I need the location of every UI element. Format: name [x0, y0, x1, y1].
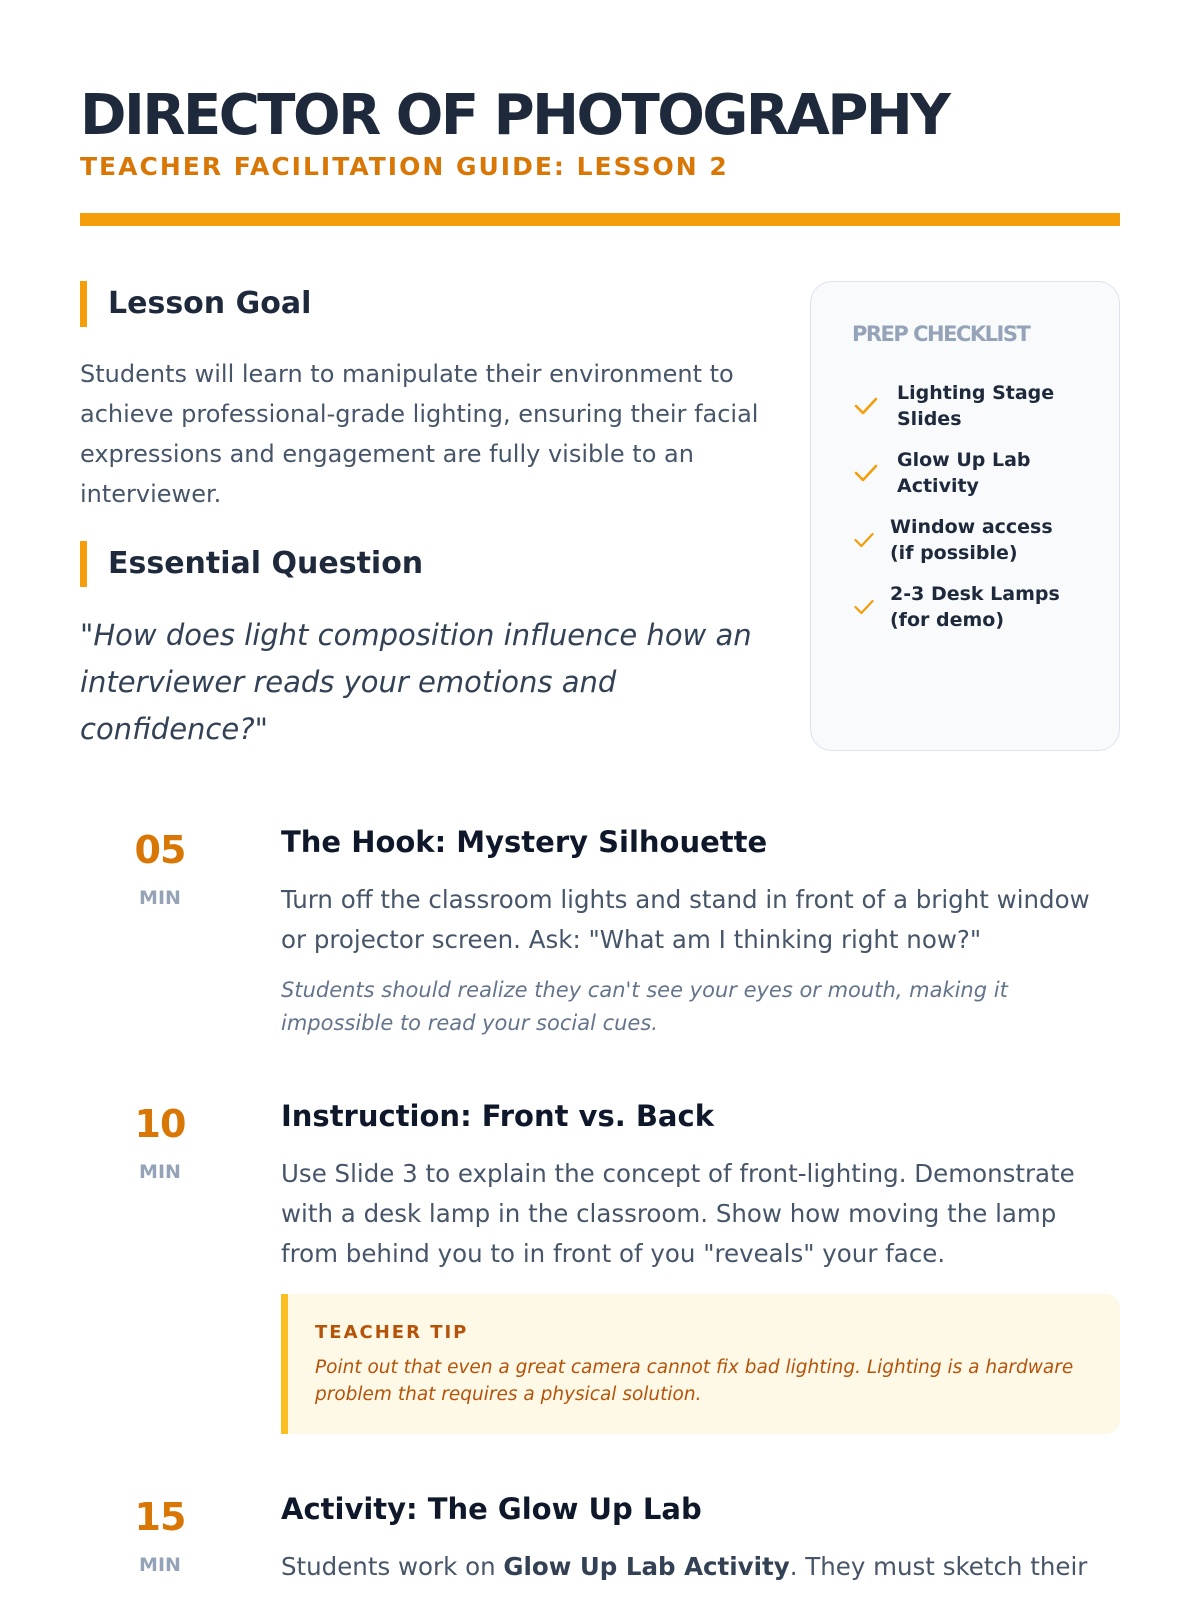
activity-title: Activity: The Glow Up Lab [281, 1492, 702, 1526]
checkmark-icon [852, 392, 880, 420]
duration-minutes: 05 [134, 828, 186, 872]
activity-description: Use Slide 3 to explain the concept of front-lighting. Demonstrate with a desk lamp in the classroom. Show how moving the lamp from behind you to in front of you "reveals" your face. [281, 1159, 1075, 1268]
activity-title: Instruction: Front vs. Back [281, 1099, 714, 1133]
checklist-item [852, 380, 1082, 432]
duration-unit: MIN [139, 1161, 181, 1183]
checklist-item-label: Lighting Stage Slides [897, 382, 1055, 430]
page-subtitle: TEACHER FACILITATION GUIDE: LESSON 2 [80, 152, 729, 181]
duration-minutes: 15 [134, 1495, 186, 1539]
teacher-tip-callout [281, 1294, 1120, 1434]
checklist-item-label: Glow Up Lab Activity [897, 449, 1031, 497]
prep-checklist-title: PREP CHECKLIST [852, 322, 1030, 346]
checkmark-icon [852, 595, 876, 619]
checklist-item-label: 2-3 Desk Lamps (for demo) [890, 583, 1060, 631]
duration-minutes: 10 [134, 1102, 186, 1146]
activity-description [281, 1547, 1121, 1587]
checklist-item [852, 581, 1082, 633]
activity-description-end: . They must sketch their [789, 1552, 1088, 1581]
checkmark-icon [852, 459, 880, 487]
teacher-tip-text: Point out that even a great camera cannot fix bad lighting. Lighting is a hardware problem that requires a physical solution. [315, 1357, 1074, 1405]
activity-description-start: Students work on [281, 1552, 504, 1581]
checklist-item-label: Window access (if possible) [890, 516, 1053, 564]
teacher-tip-label: TEACHER TIP [315, 1322, 469, 1343]
activity-title: The Hook: Mystery Silhouette [281, 825, 768, 859]
lesson-goal-text: Students will learn to manipulate their environment to achieve professional-grade lighting, ensuring their facial expressions and engagement are fully visible to an interviewer. [80, 360, 759, 508]
activity-note: Students should realize they can't see your eyes or mouth, making it impossible to read your social cues. [281, 978, 1008, 1035]
lesson-goal-heading: Lesson Goal [80, 281, 311, 327]
essential-question-text: "How does light composition influence how an interviewer reads your emotions and confidence?" [80, 618, 752, 746]
header-divider [80, 213, 1120, 226]
prep-checklist-card [810, 281, 1120, 751]
checklist-item [852, 447, 1082, 499]
duration-unit: MIN [139, 1554, 181, 1576]
activity-resource-name: Glow Up Lab Activity [503, 1552, 790, 1581]
page-title: DIRECTOR OF PHOTOGRAPHY [80, 83, 949, 148]
checkmark-icon [852, 528, 876, 552]
duration-unit: MIN [139, 887, 181, 909]
essential-question-heading: Essential Question [80, 541, 423, 587]
checklist-item [852, 514, 1082, 566]
activity-description: Turn off the classroom lights and stand in front of a bright window or projector screen. Ask: "What am I thinking right now?" [281, 885, 1090, 954]
